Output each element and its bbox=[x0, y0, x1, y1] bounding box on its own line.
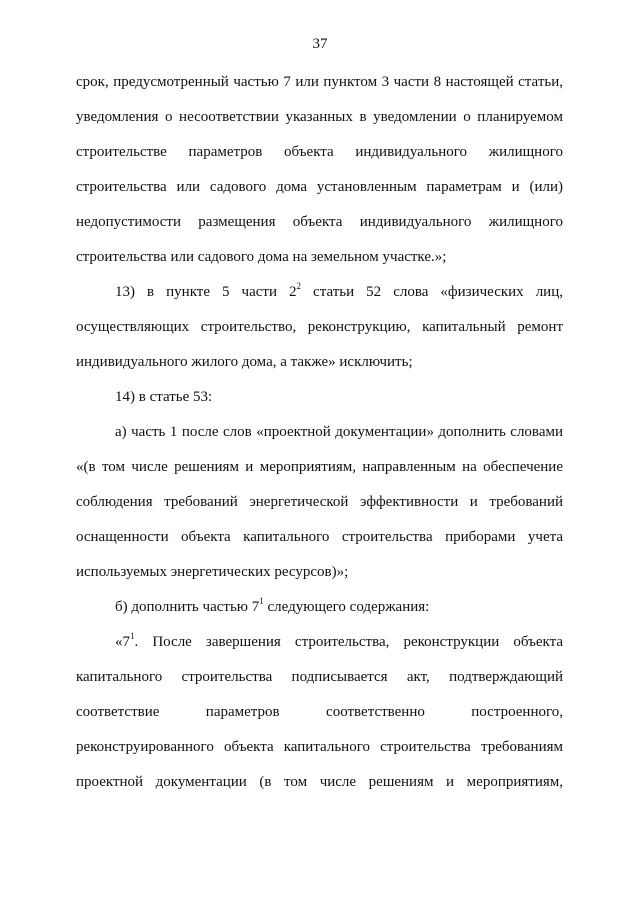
superscript: 1 bbox=[259, 596, 264, 606]
superscript: 1 bbox=[130, 631, 135, 641]
item-7-1-text: «7 bbox=[115, 634, 130, 650]
item-13-text-rest: статьи 52 слова «физических лиц, bbox=[301, 284, 563, 300]
item-13-line bbox=[115, 283, 563, 301]
item-a-line: а) часть 1 после слов «проектной документации» дополнить словами bbox=[115, 424, 563, 440]
page-number: 37 bbox=[312, 36, 328, 52]
text-line: оснащенности объекта капитального строительства приборами учета bbox=[76, 529, 563, 545]
text-line: уведомления о несоответствии указанных в уведомлении о планируемом bbox=[76, 109, 563, 125]
text-line: строительства или садового дома на земельном участке.»; bbox=[76, 249, 447, 265]
item-7-1-line bbox=[115, 633, 563, 651]
text-line: индивидуального жилого дома, а также» исключить; bbox=[76, 354, 413, 370]
item-b-line bbox=[115, 598, 563, 616]
text-line: капитального строительства подписывается акт, подтверждающий bbox=[76, 669, 563, 685]
text-line: соответствие параметров соответственно построенного, bbox=[76, 704, 563, 720]
item-14-heading: 14) в статье 53: bbox=[115, 389, 213, 405]
item-13-text: 13) в пункте 5 части 2 bbox=[115, 284, 297, 300]
item-b-text: б) дополнить частью 7 bbox=[115, 599, 260, 615]
item-7-1-text-rest: . После завершения строительства, реконструкции объекта bbox=[134, 634, 563, 650]
text-line: реконструированного объекта капитального строительства требованиям bbox=[76, 739, 563, 755]
text-line: недопустимости размещения объекта индивидуального жилищного bbox=[76, 214, 563, 230]
text-line: строительства или садового дома установленным параметрам и (или) bbox=[76, 179, 563, 195]
text-line: соблюдения требований энергетической эффективности и требований bbox=[76, 494, 563, 510]
superscript: 2 bbox=[296, 281, 302, 291]
text-line: проектной документации (в том числе решениям и мероприятиям, bbox=[76, 774, 563, 790]
text-line: осуществляющих строительство, реконструкцию, капитальный ремонт bbox=[76, 319, 563, 335]
text-line: используемых энергетических ресурсов)»; bbox=[76, 564, 349, 580]
text-line: «(в том числе решениям и мероприятиям, направленным на обеспечение bbox=[76, 459, 563, 475]
text-line: срок, предусмотренный частью 7 или пунктом 3 части 8 настоящей статьи, bbox=[76, 74, 563, 90]
text-line: строительстве параметров объекта индивидуального жилищного bbox=[76, 144, 563, 160]
item-b-text-rest: следующего содержания: bbox=[263, 599, 430, 615]
